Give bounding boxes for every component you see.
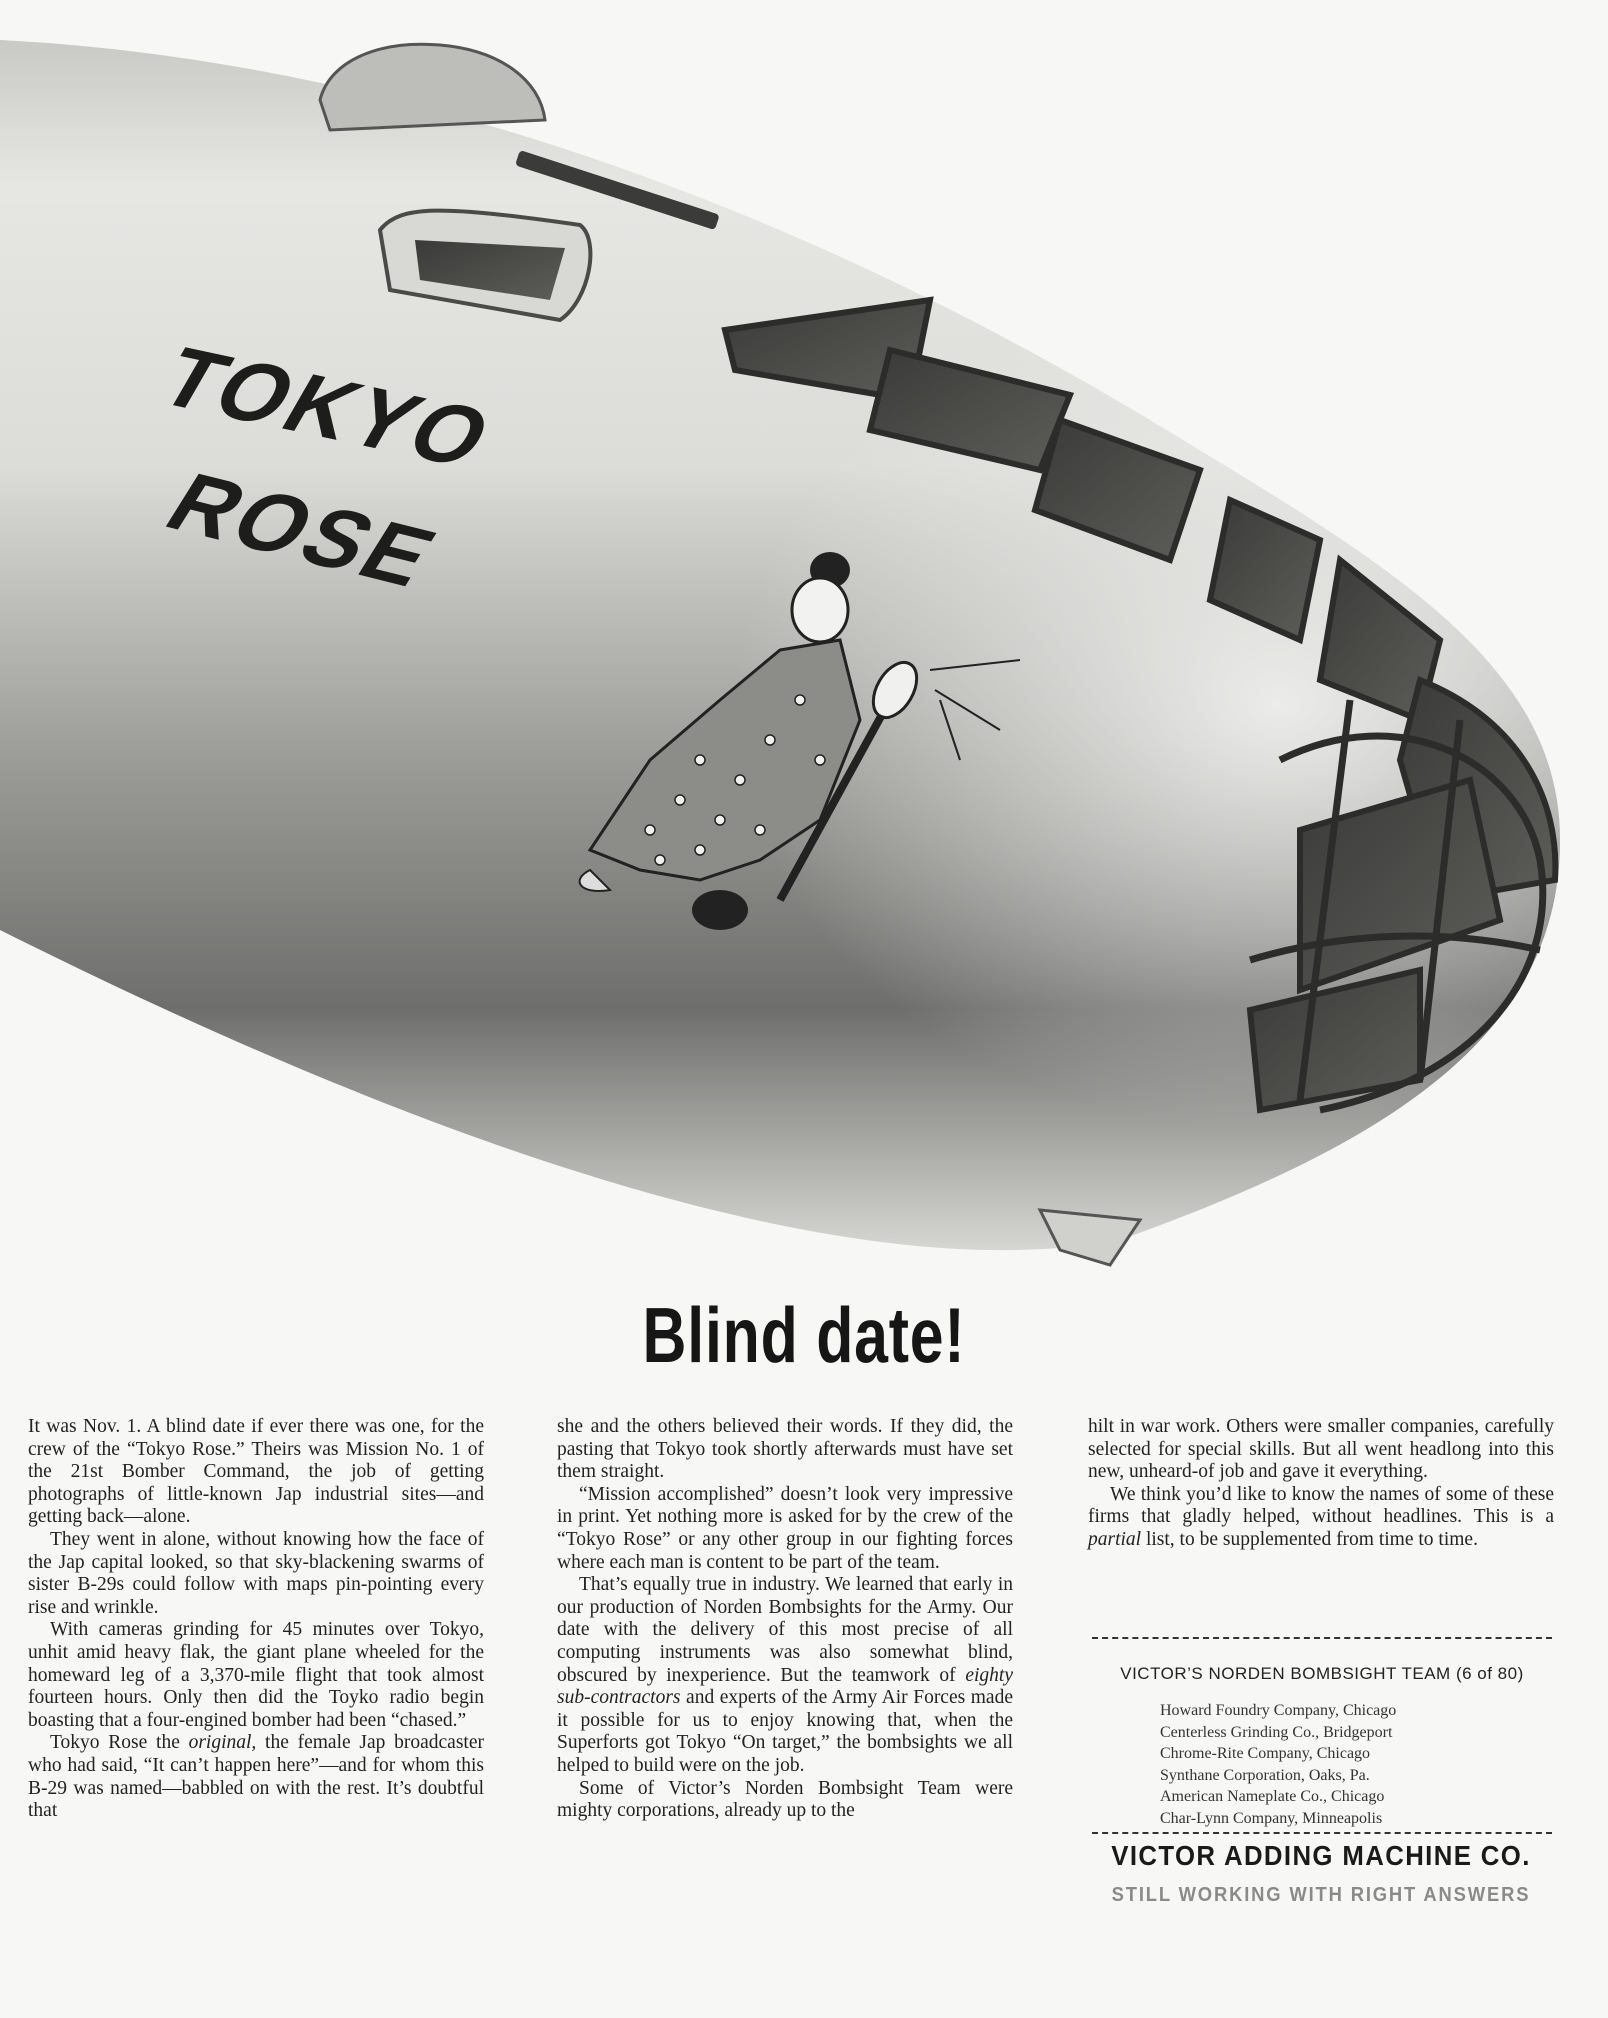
text-run: the female Jap broadcaster who had said, “It can’t happen here”—and for whom this B-29 was named—babbled on with the rest. It’s doubtful that [28,1732,484,1822]
paragraph [1088,1484,1554,1552]
paragraph: “Mission accomplished” doesn’t look very impressive in print. Yet nothing more is asked for by the crew of the “Tokyo Rose” or any other group in our fighting forces where each man is content to be part of the team. [557,1483,1013,1573]
text-run: and experts of the Army Air Forces made it possible for us to enjoy knowing that, when the Superforts got Tokyo “On target,” the bombsights we all helped to build were on the job. [557,1687,1013,1776]
company-slogan: STILL WORKING WITH RIGHT ANSWERS [1111,1884,1531,1906]
list-item: Synthane Corporation, Oaks, Pa. [1160,1766,1370,1784]
paragraph: she and the others believed their words. If they did, the pasting that Tokyo took shortly afterwards must have set them straight. [557,1416,1013,1483]
paragraph: Some of Victor’s Norden Bombsight Team were mighty corporations, already up to the [557,1777,1013,1822]
article-column-2 [557,1416,1013,1823]
dashed-divider [1092,1637,1552,1639]
italic-text-run: original, [188,1732,257,1754]
text-run: list, to be supplemented from time to time. [1141,1528,1478,1550]
list-item: Centerless Grinding Co., Bridgeport [1160,1723,1393,1741]
italic-text-run: partial [1088,1528,1142,1550]
list-item: Howard Foundry Company, Chicago [1160,1702,1397,1719]
text-run: Tokyo Rose the [50,1732,189,1754]
paragraph: It was Nov. 1. A blind date if ever there was one, for the crew of the “Tokyo Rose.” Theirs was Mission No. 1 of the 21st Bomber Command, the job of getting photographs of little-known Jap industrial sites—and getting back—alone. [28,1416,484,1528]
list-item: Chrome-Rite Company, Chicago [1160,1745,1371,1763]
paragraph: They went in alone, without knowing how the face of the Jap capital looked, so that sky-blackening swarms of sister B-29s could follow with maps pin-pointing every rise and wrinkle. [28,1528,484,1618]
paragraph [28,1732,484,1822]
article-column-3 [1088,1416,1554,1552]
headline: Blind date! [642,1291,966,1379]
team-heading: VICTOR’S NORDEN BOMBSIGHT TEAM (6 of 80) [1120,1664,1524,1683]
dashed-divider [1092,1832,1552,1834]
text-run: We think you’d like to know the names of some of these firms that gladly helped, without headlines. This is a [1088,1483,1554,1528]
list-item: American Nameplate Co., Chicago [1160,1788,1385,1806]
article-column-1 [28,1416,484,1823]
list-item: Char-Lynn Company, Minneapolis [1160,1809,1383,1827]
nose-art-word-1: TOKYO [143,329,512,486]
nose-art-word-2: ROSE [149,455,456,605]
paragraph: hilt in war work. Others were smaller companies, carefully selected for special skills. But all went headlong into this new, unheard-of job and gave it everything. [1088,1416,1554,1483]
team-list [1160,1700,1396,1830]
italic-text-run: eighty sub-contractors [557,1664,1013,1709]
paragraph: With cameras grinding for 45 minutes over Tokyo, unhit amid heavy flak, the giant plane wheeled for the homeward leg of a 3,370-mile flight that took almost fourteen hours. Only then did the Toyko radio begin boasting that a four-engined bomber had been “chased.” [28,1619,484,1731]
company-name: VICTOR ADDING MACHINE CO. [1111,1840,1531,1871]
text-run: That’s equally true in industry. We learned that early in our production of Norden Bombsights for the Army. Our date with the delivery of this most precise of all computing instruments was also somewhat blind, obscured by inexperience. But the teamwork of [557,1574,1013,1686]
paragraph [557,1574,1013,1777]
